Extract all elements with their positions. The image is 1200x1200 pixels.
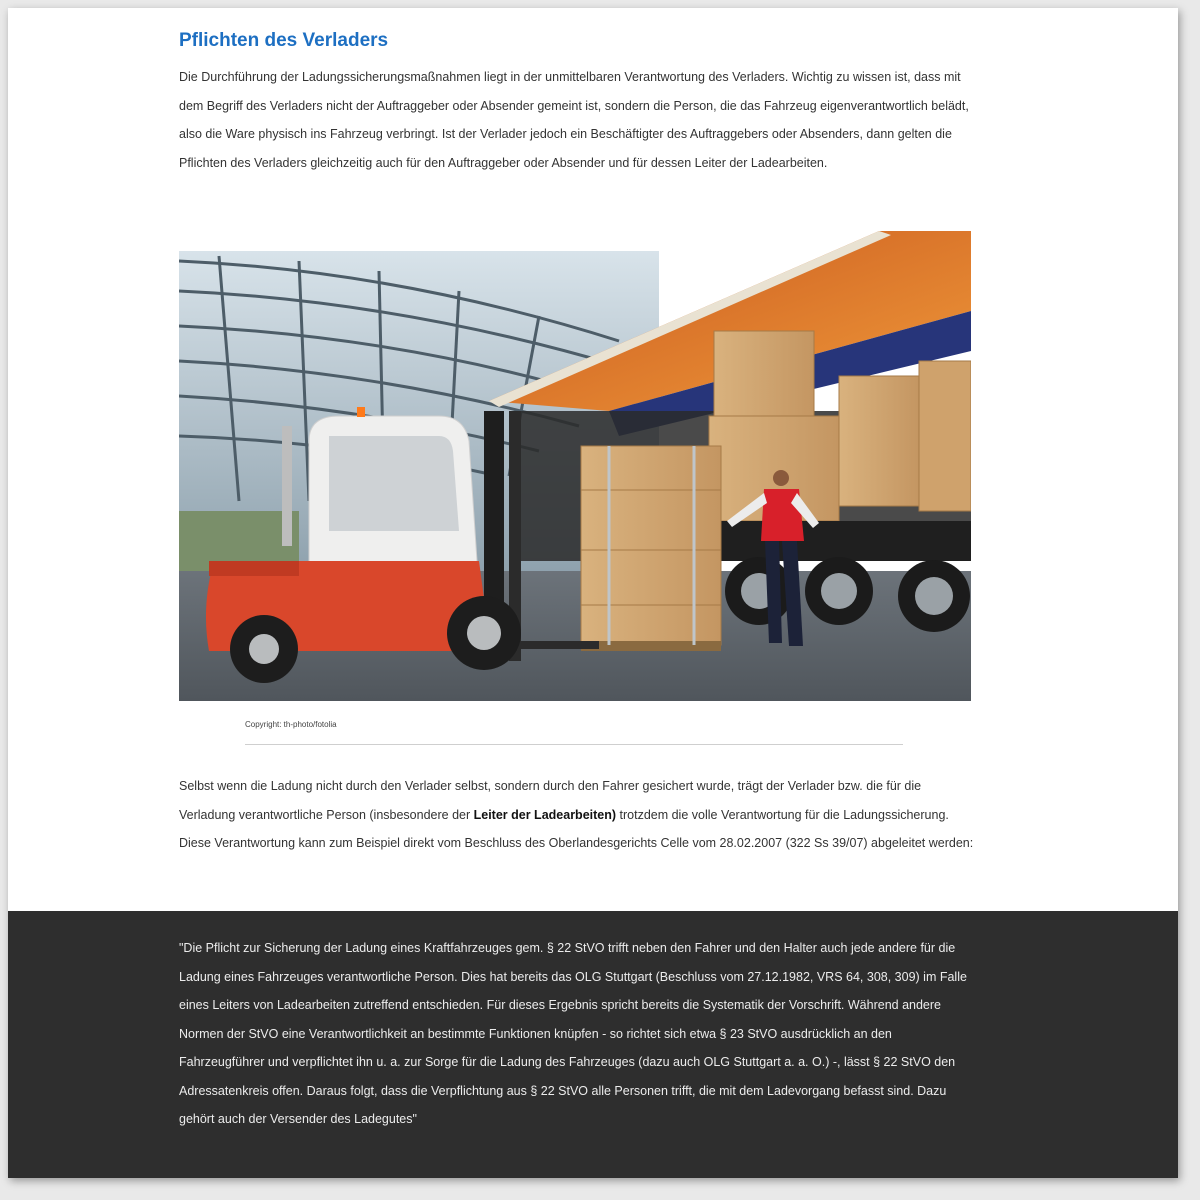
image-caption: Copyright: th-photo/fotolia — [245, 720, 337, 729]
body-text-after: trotzdem die volle Verantwortung für die Ladungssicherung. Diese Verantwortung kann zum Beispiel direkt vom Beschluss des Oberlandesgerichts Celle vom 28.02.2007 (322 Ss 39/07) abgeleitet werden: — [179, 807, 974, 850]
caption-divider — [245, 744, 903, 745]
court-quote-text: "Die Pflicht zur Sicherung der Ladung eines Kraftfahrzeuges gem. § 22 StVO trifft neben den Fahrer und den Halter auch jede andere für die Ladung eines Fahrzeuges verantwortliche Person. Dies hat bereits das OLG Stuttgart (Beschluss vom 27.12.1982, VRS 64, 308, 309) im Falle eines Leiters von Ladearbeiten zutreffend entschieden. Für dieses Ergebnis spricht bereits die Systematik der Vorschrift. Während andere Normen der StVO eine Verantwortlichkeit an bestimmte Funktionen knüpfen - so richtet sich etwa § 23 StVO ausdrücklich an den Fahrzeugführer und verpflichtet ihn u. a. zur Sorge für die Ladung des Fahrzeuges (dazu auch OLG Stuttgart a. a. O.) -, lässt § 22 StVO den Adressatenkreis offen. Daraus folgt, dass die Verpflichtung aus § 22 StVO alle Personen trifft, die mit dem Ladevorgang befasst sind. Dazu gehört auch der Versender des Ladegutes" — [179, 941, 967, 1126]
article-page — [8, 8, 1178, 1178]
body-text-before: Selbst wenn die Ladung nicht durch den Verlader selbst, sondern durch den Fahrer gesichert wurde, trägt der Verlader bzw. die für die Verladung verantwortliche Person (insbesondere der — [179, 779, 922, 822]
article-title: Pflichten des Verladers — [179, 30, 389, 51]
body-paragraph — [179, 772, 979, 858]
intro-paragraph: Die Durchführung der Ladungssicherungsmaßnahmen liegt in der unmittelbaren Verantwortung des Verladers. Wichtig zu wissen ist, dass mit dem Begriff des Verladers nicht der Auftraggeber oder Absender gemeint ist, sondern die Person, die das Fahrzeug eigenverantwortlich belädt, also die Ware physisch ins Fahrzeug verbringt. Ist der Verlader jedoch ein Beschäftigter des Auftraggebers oder Absenders, dann gelten die Pflichten des Verladers gleichzeitig auch für den Auftraggeber oder Absender und für dessen Leiter der Ladearbeiten. — [179, 70, 969, 170]
forklift-loading-photo — [179, 231, 971, 701]
leiter-der-ladearbeiten-bold: Leiter der Ladearbeiten) — [473, 807, 617, 822]
